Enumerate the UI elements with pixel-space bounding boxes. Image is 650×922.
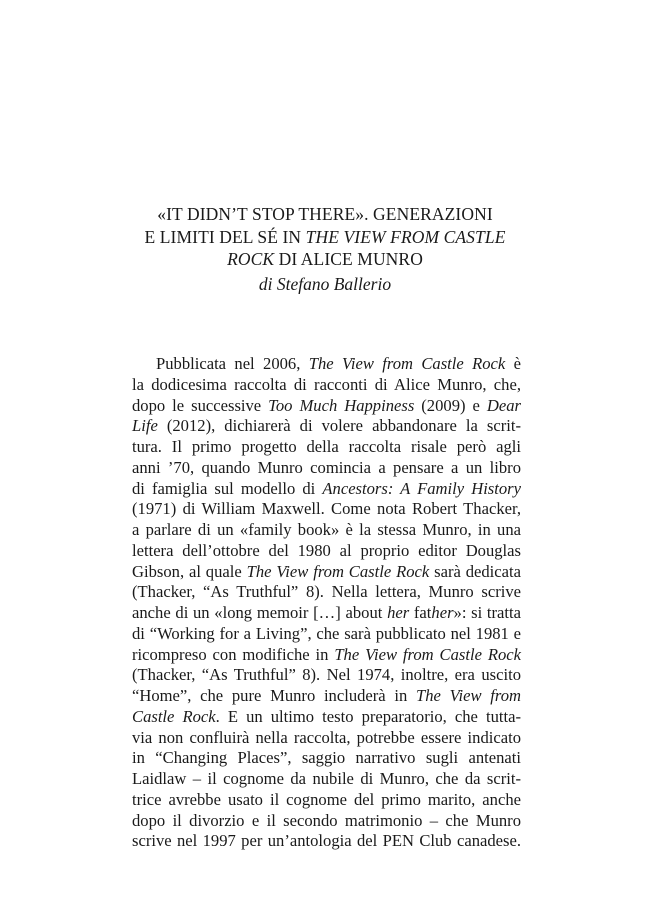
body-line: di famiglia sul modello di Ancestors: A Family History — [132, 478, 521, 498]
body-line: anni ’70, quando Munro comincia a pensare a un libro — [132, 457, 521, 477]
title-line-2 — [100, 226, 550, 249]
body-line: (Thacker, “As Truthful” 8). Nella lettera, Munro scrive — [132, 582, 521, 602]
title-line-3-text: ROCK DI ALICE MUNRO — [227, 249, 423, 269]
title-line-2-text: E LIMITI DEL SÉ IN THE VIEW FROM CASTLE — [144, 226, 506, 247]
body-line: tura. Il primo progetto della raccolta risale però agli — [132, 437, 521, 456]
body-line: trice avrebbe usato il cognome del primo marito, anche — [132, 789, 521, 809]
body-paragraph — [132, 354, 521, 852]
body-line: a parlare di un «family book» è la stessa Munro, in una — [132, 520, 521, 539]
title-line-3 — [100, 248, 550, 271]
body-line: di “Working for a Living”, che sarà pubblicato nel 1981 e — [132, 623, 521, 643]
body-line: Pubblicata nel 2006, The View from Castle Rock è — [156, 354, 521, 373]
body-line: scrive nel 1997 per un’antologia del PEN Club canadese. — [132, 831, 521, 851]
body-line: (1971) di William Maxwell. Come nota Robert Thacker, — [132, 499, 521, 519]
body-line: Life (2012), dichiarerà di volere abbandonare la scrit- — [132, 416, 521, 436]
body-line: lettera dell’ottobre del 1980 al proprio editor Douglas — [132, 540, 521, 560]
body-line: anche di un «long memoir […] about her father»: si tratta — [132, 603, 522, 622]
body-line: via non confluirà nella raccolta, potrebbe essere indicato — [132, 727, 521, 747]
body-line: dopo il divorzio e il secondo matrimonio – che Munro — [132, 810, 521, 830]
author-byline: di Stefano Ballerio — [258, 274, 392, 294]
body-line: dopo le successive Too Much Happiness (2009) e Dear — [132, 395, 521, 415]
body-line: Castle Rock. E un ultimo testo preparatorio, che tutta- — [132, 706, 521, 726]
body-line: Laidlaw – il cognome da nubile di Munro, che da scrit- — [132, 769, 521, 788]
chapter-title — [100, 203, 550, 271]
body-line: “Home”, che pure Munro includerà in The View from — [132, 686, 521, 705]
body-line: (Thacker, “As Truthful” 8). Nel 1974, inoltre, era uscito — [132, 665, 521, 685]
body-line: in “Changing Places”, saggio narrativo sugli antenati — [132, 748, 521, 768]
body-line: Gibson, al quale The View from Castle Rock sarà dedicata — [132, 561, 521, 581]
body-line: ricompreso con modifiche in The View from Castle Rock — [132, 644, 521, 664]
body-line: la dodicesima raccolta di racconti di Alice Munro, che, — [132, 374, 521, 394]
title-line-1: «IT DIDN’T STOP THERE». GENERAZIONI — [157, 204, 493, 224]
